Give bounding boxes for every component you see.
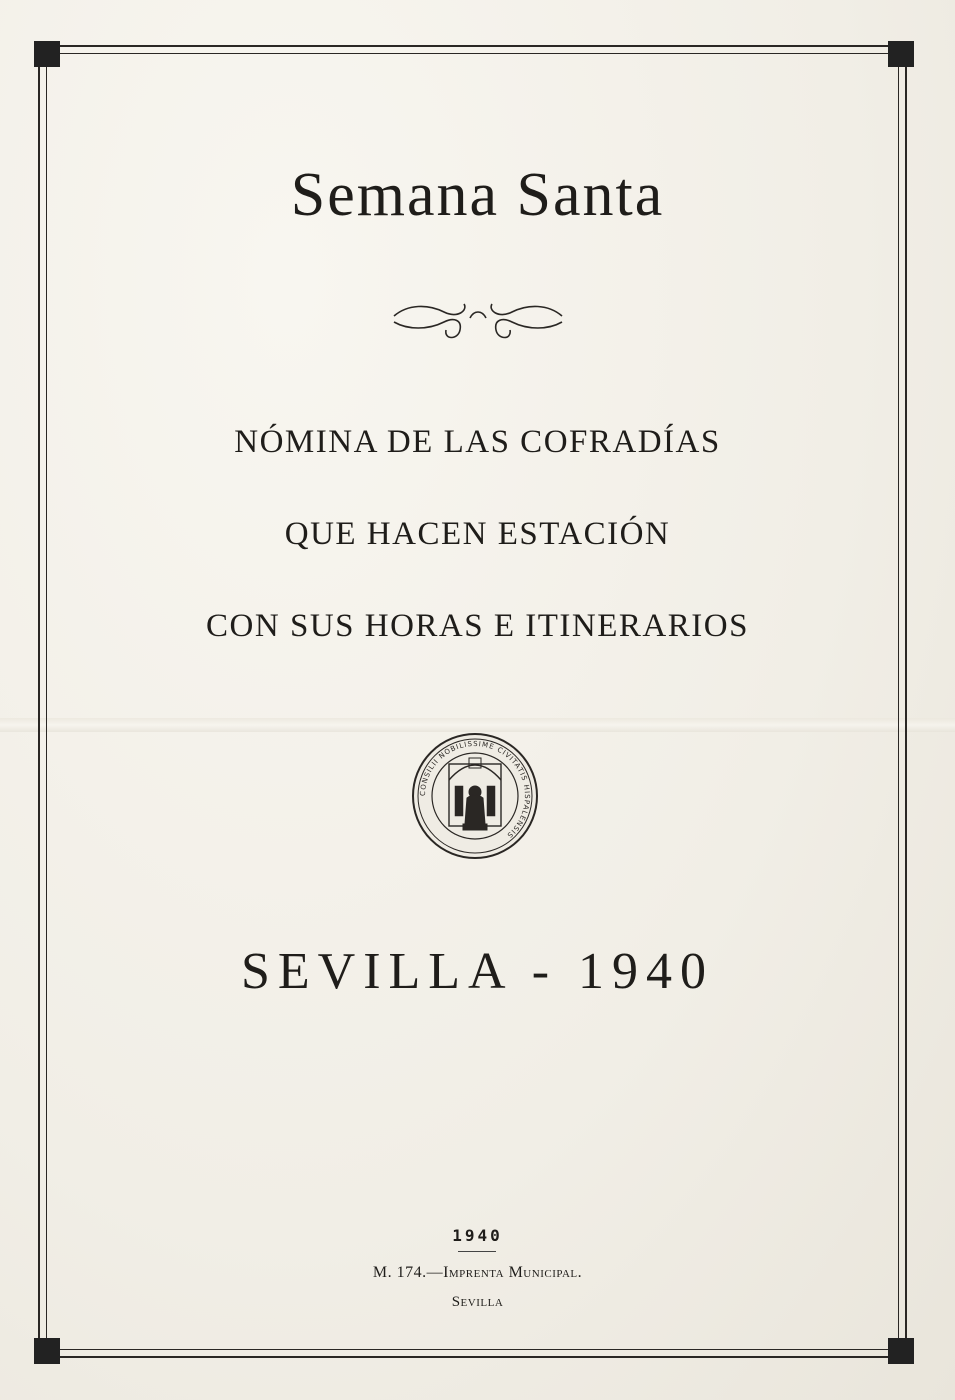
city-year-heading: SEVILLA - 1940	[240, 943, 715, 1000]
footer-year: 1940	[452, 1226, 503, 1245]
footer-place: Sevilla	[451, 1294, 504, 1310]
corner-square-top-left	[34, 41, 60, 67]
city-seal-icon	[411, 732, 539, 860]
subtitle-line-2: QUE HACEN ESTACIÓN	[284, 516, 671, 552]
subtitle-line-3: CON SUS HORAS E ITINERARIOS	[206, 608, 749, 644]
corner-square-bottom-right	[888, 1338, 914, 1364]
page-title: Semana Santa	[290, 161, 665, 229]
seal-inscription: CONSILII NOBILISSIME CIVITATIS HISPALENSIS	[418, 739, 532, 840]
footer-imprint: M. 174.—Imprenta Municipal.	[372, 1264, 583, 1281]
scroll-ornament-icon	[388, 290, 568, 346]
footer-rule	[458, 1251, 496, 1252]
inner-border	[46, 53, 899, 1350]
corner-square-bottom-left	[34, 1338, 60, 1364]
subtitle-line-1: NÓMINA DE LAS COFRADÍAS	[234, 424, 721, 460]
corner-square-top-right	[888, 41, 914, 67]
